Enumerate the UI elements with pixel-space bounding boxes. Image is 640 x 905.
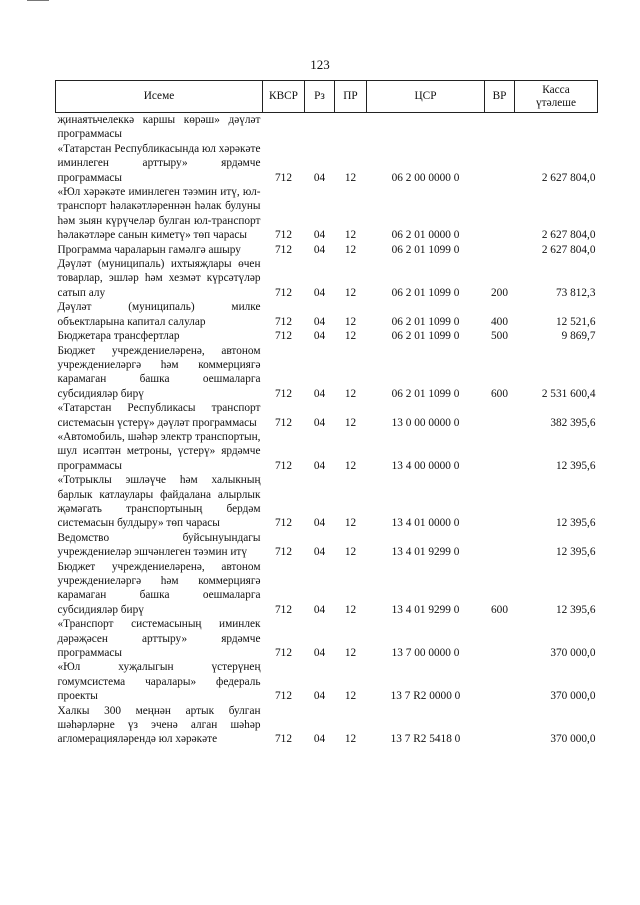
cell-amount: 2 531 600,4	[541, 387, 596, 400]
header-kassa	[515, 81, 598, 113]
table-row	[56, 185, 598, 243]
cell-pr: 12	[344, 517, 357, 530]
cell-vr: 600	[491, 603, 508, 616]
cell-kvsr: 712	[275, 286, 292, 299]
cell-vr	[485, 473, 515, 531]
cell-csr	[367, 113, 485, 142]
cell-pr: 12	[344, 690, 357, 703]
cell-amount: 12 395,6	[555, 546, 596, 559]
header-pr: ПР	[335, 81, 367, 113]
cell-amount: 2 627 804,0	[541, 229, 596, 242]
cell-vr	[485, 401, 515, 430]
cell-rz: 04	[313, 330, 326, 343]
cell-pr: 12	[344, 330, 357, 343]
header-kvsr: КВСР	[263, 81, 305, 113]
table-row	[56, 617, 598, 660]
cell-vr: 400	[491, 315, 508, 328]
table-row	[56, 531, 598, 560]
cell-vr	[485, 430, 515, 473]
table-row	[56, 704, 598, 747]
cell-csr: 06 2 01 0000 0	[391, 229, 460, 242]
cell-csr: 13 0 00 0000 0	[391, 416, 460, 429]
cell-amount: 12 521,6	[555, 315, 596, 328]
cell-kvsr: 712	[275, 416, 292, 429]
cell-amount	[515, 113, 598, 142]
cell-rz: 04	[313, 603, 326, 616]
cell-pr: 12	[344, 243, 357, 256]
table-row	[56, 243, 598, 257]
cell-name: «Юл хуҗалыгын үстерүнең гомумсистема чаралары» федераль проекты	[57, 661, 261, 703]
cell-csr: 06 2 00 0000 0	[391, 171, 460, 184]
cell-name: Бюджетара трансфертлар	[57, 330, 180, 343]
cell-rz: 04	[313, 229, 326, 242]
cell-kvsr	[263, 113, 305, 142]
cell-name: Бюджет учреждениеләренә, автоном учреждениеләргә һәм коммерциягә карамаган башка оешмаларга субсидияләр бирү	[57, 344, 261, 400]
cell-rz: 04	[313, 286, 326, 299]
cell-kvsr: 712	[275, 387, 292, 400]
cell-vr	[485, 660, 515, 703]
cell-rz: 04	[313, 690, 326, 703]
table-body	[56, 113, 598, 747]
cell-name: «Татарстан Республикасында юл хәрәкәте иминлеген арттыру» ярдәмче программасы	[57, 142, 261, 184]
cell-name: җинаятьчелеккә каршы көрәш» дәүләт программасы	[57, 114, 261, 141]
cell-vr	[485, 185, 515, 243]
cell-amount: 370 000,0	[550, 647, 596, 660]
cell-kvsr: 712	[275, 733, 292, 746]
cell-csr: 13 4 01 0000 0	[391, 517, 460, 530]
cell-kvsr: 712	[275, 243, 292, 256]
cell-vr	[485, 142, 515, 185]
cell-rz: 04	[313, 416, 326, 429]
cell-rz: 04	[313, 171, 326, 184]
cell-kvsr: 712	[275, 459, 292, 472]
cell-amount: 370 000,0	[550, 690, 596, 703]
cell-csr: 06 2 01 1099 0	[391, 286, 460, 299]
cell-kvsr: 712	[275, 229, 292, 242]
cell-pr: 12	[344, 647, 357, 660]
page-number: 123	[310, 57, 330, 72]
cell-rz: 04	[313, 733, 326, 746]
cell-kvsr: 712	[275, 517, 292, 530]
table-row	[56, 329, 598, 343]
cell-csr: 13 4 01 9299 0	[391, 546, 460, 559]
cell-pr	[335, 113, 367, 142]
scan-corner-mark	[27, 0, 49, 4]
cell-name: Бюджет учреждениеләренә, автоном учреждениеләргә һәм коммерциягә карамаган башка оешмаларга субсидияләр бирү	[57, 560, 261, 616]
cell-name: «Тотрыклы эшләүче һәм халыкның барлык катлаулары файдалана алырлык җәмәгать транспортының бердәм системасын булдыру» төп чарасы	[57, 474, 261, 530]
cell-amount: 370 000,0	[550, 733, 596, 746]
cell-kvsr: 712	[275, 546, 292, 559]
cell-amount: 73 812,3	[555, 286, 596, 299]
cell-rz: 04	[313, 647, 326, 660]
cell-amount: 9 869,7	[561, 330, 596, 343]
header-rz: Рз	[305, 81, 335, 113]
cell-csr: 06 2 01 1099 0	[391, 315, 460, 328]
cell-rz: 04	[313, 459, 326, 472]
header-vr: ВР	[485, 81, 515, 113]
cell-vr: 200	[491, 286, 508, 299]
cell-csr: 06 2 01 1099 0	[391, 243, 460, 256]
cell-csr: 06 2 01 1099 0	[391, 387, 460, 400]
cell-pr: 12	[344, 286, 357, 299]
table-row	[56, 560, 598, 618]
budget-table	[55, 80, 598, 747]
table-row	[56, 430, 598, 473]
cell-name: Халкы 300 меңнән артык булган шәһәрләрне үз эченә алган шәһәр агломерацияләрендә юл хәрәкәте	[57, 704, 261, 746]
cell-pr: 12	[344, 387, 357, 400]
cell-amount: 2 627 804,0	[541, 243, 596, 256]
cell-name: Ведомство буйсынуындагы учреждениеләр эшчәнлеген тәэмин итү	[57, 531, 261, 559]
cell-vr: 600	[491, 387, 508, 400]
table-row	[56, 401, 598, 430]
cell-amount: 12 395,6	[555, 459, 596, 472]
cell-rz: 04	[313, 546, 326, 559]
cell-name: «Татарстан Республикасы транспорт системасын үстерү» дәүләт программасы	[57, 402, 261, 429]
table-header-row	[56, 81, 598, 113]
cell-vr: 500	[491, 330, 508, 343]
cell-kvsr: 712	[275, 171, 292, 184]
cell-name: «Автомобиль, шәһәр электр транспортын, шул исәптән метроны, үстерү» ярдәмче программасы	[57, 430, 261, 472]
cell-pr: 12	[344, 171, 357, 184]
cell-vr	[485, 531, 515, 560]
cell-csr: 13 7 00 0000 0	[391, 647, 460, 660]
cell-rz: 04	[313, 387, 326, 400]
cell-name: Дәүләт (муниципаль) милке объектларына капитал салулар	[57, 301, 261, 328]
cell-vr	[485, 113, 515, 142]
cell-csr: 06 2 01 1099 0	[391, 330, 460, 343]
header-kassa-line-2: үтәлеше	[536, 96, 576, 109]
cell-kvsr: 712	[275, 330, 292, 343]
cell-pr: 12	[344, 733, 357, 746]
cell-name: «Юл хәрәкәте иминлеген тәэмин итү, юл-транспорт һәлакәтләреннән һәлак булуны һәм зыян күрүчеләр булган юл-транспорт һәлакәтләре санын киметү» төп чарасы	[57, 186, 261, 242]
cell-kvsr: 712	[275, 690, 292, 703]
table-row	[56, 113, 598, 142]
cell-pr: 12	[344, 229, 357, 242]
cell-csr: 13 4 01 9299 0	[391, 603, 460, 616]
header-name: Исеме	[56, 81, 263, 113]
header-kassa-line-1: Касса	[542, 83, 570, 96]
cell-rz	[305, 113, 335, 142]
cell-pr: 12	[344, 459, 357, 472]
cell-csr: 13 4 00 0000 0	[391, 459, 460, 472]
cell-pr: 12	[344, 603, 357, 616]
cell-name: Дәүләт (муниципаль) ихтыяҗлары өчен товарлар, эшләр һәм хезмәт күрсәтүләр сатып алу	[57, 258, 261, 299]
cell-vr	[485, 243, 515, 257]
cell-amount: 2 627 804,0	[541, 171, 596, 184]
cell-name: Программа чараларын гамәлгә ашыру	[57, 243, 241, 256]
table-row	[56, 300, 598, 329]
cell-pr: 12	[344, 315, 357, 328]
cell-amount: 382 395,6	[550, 416, 596, 429]
table-row	[56, 344, 598, 402]
cell-csr: 13 7 R2 0000 0	[390, 690, 461, 703]
cell-pr: 12	[344, 416, 357, 429]
cell-kvsr: 712	[275, 647, 292, 660]
cell-rz: 04	[313, 517, 326, 530]
table-row	[56, 257, 598, 300]
cell-amount: 12 395,6	[555, 517, 596, 530]
cell-amount: 12 395,6	[555, 603, 596, 616]
cell-csr: 13 7 R2 5418 0	[390, 733, 461, 746]
table-row	[56, 473, 598, 531]
header-csr: ЦСР	[367, 81, 485, 113]
cell-kvsr: 712	[275, 603, 292, 616]
cell-rz: 04	[313, 243, 326, 256]
table-row	[56, 142, 598, 185]
cell-name: «Транспорт системасының иминлек дәрәҗәсен арттыру» ярдәмче программасы	[57, 618, 261, 660]
cell-pr: 12	[344, 546, 357, 559]
cell-kvsr: 712	[275, 315, 292, 328]
cell-vr	[485, 617, 515, 660]
cell-vr	[485, 704, 515, 747]
table-row	[56, 660, 598, 703]
cell-rz: 04	[313, 315, 326, 328]
